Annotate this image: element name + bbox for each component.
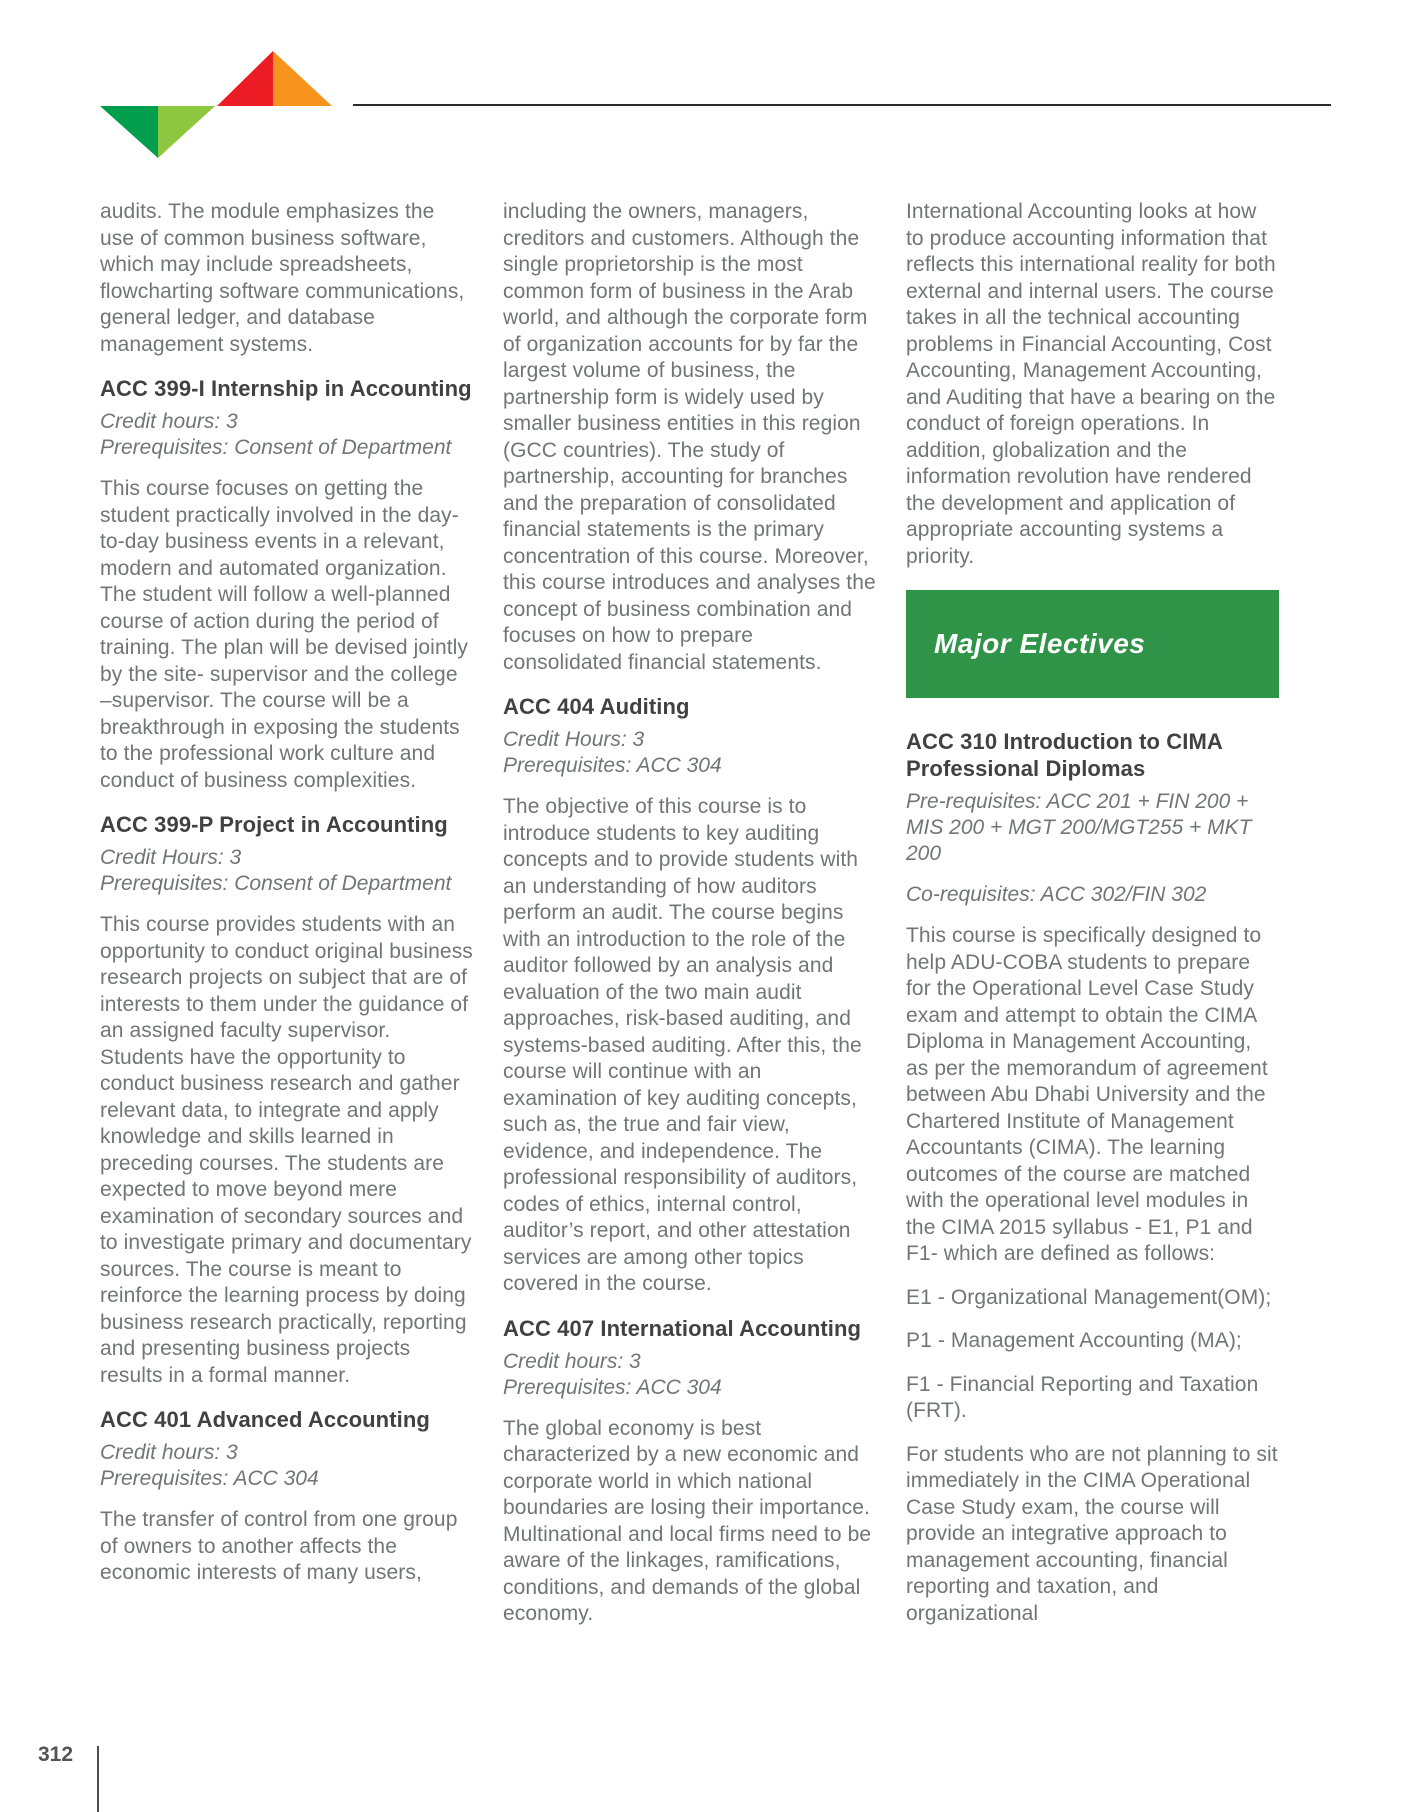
course-paragraph: E1 - Organizational Management(OM); <box>906 1285 1272 1309</box>
university-logo <box>95 45 335 160</box>
logo-triangle-red <box>217 51 273 106</box>
course-meta: Pre-requisites: ACC 201 + FIN 200 + MIS 200 + MGT 200/MGT255 + MKT 200 <box>906 790 1252 865</box>
course-paragraph: The transfer of control from one group of owners to another affects the economic interests of many users, <box>100 1508 458 1584</box>
course-meta: Credit Hours: 3 Prerequisites: Consent of Department <box>100 846 452 895</box>
course-paragraph: This course is specifically designed to help ADU-COBA students to prepare for the Operational Level Case Study exam and attempt to obtain the CIMA Diploma in Management Accounting, as per the memorandum of agreement between Abu Dhabi University and the Chartered Institute of Management Accountants (CIMA). The learning outcomes of the course are matched with the operational level modules in the CIMA 2015 syllabus - E1, P1 and F1- which are defined as follows: <box>906 924 1268 1265</box>
course-paragraph: International Accounting looks at how to produce accounting information that reflects this international reality for both external and internal users. The course takes in all the technical accounting problems in Financial Accounting, Cost Accounting, Management Accounting, and Auditing that have a bearing on the conduct of foreign operations. In addition, globalization and the information revolution have rendered the development and application of appropriate accounting systems a priority. <box>906 200 1276 568</box>
course-meta: Credit hours: 3 Prerequisites: Consent of Department <box>100 410 452 459</box>
course-paragraph: The objective of this course is to introduce students to key auditing concepts and to provide students with an understanding of how auditors perform an audit. The course begins with an introduction to the role of the auditor followed by an analysis and evaluation of the two main audit approaches, risk-based auditing, and systems-based auditing. After this, the course will continue with an examination of key auditing concepts, such as, the true and fair view, evidence, and independence. The professional responsibility of auditors, codes of ethics, internal control, auditor’s report, and other attestation services are among other topics covered in the course. <box>503 795 862 1295</box>
header-rule <box>353 104 1331 106</box>
logo-triangle-dark-green <box>100 106 158 158</box>
major-electives-label: Major Electives <box>934 628 1146 659</box>
course-meta: Credit Hours: 3 Prerequisites: ACC 304 <box>503 728 722 777</box>
page-number: 312 <box>38 1743 74 1766</box>
column-2 <box>503 199 876 1645</box>
logo-triangle-orange <box>273 51 332 106</box>
course-heading: ACC 310 Introduction to CIMA Professional Diplomas <box>906 729 1223 781</box>
column-3 <box>906 199 1279 1644</box>
column-1 <box>100 199 473 1604</box>
course-paragraph: P1 - Management Accounting (MA); <box>906 1329 1242 1352</box>
course-meta: Credit hours: 3 Prerequisites: ACC 304 <box>100 1441 319 1490</box>
footer-divider <box>97 1746 99 1812</box>
course-paragraph: The global economy is best characterized by a new economic and corporate world in which national boundaries are losing their importance. Multinational and local firms need to be aware of the linkages, ramifications, conditions, and demands of the global economy. <box>503 1416 872 1625</box>
page-content <box>100 199 1280 1645</box>
logo-triangle-light-green <box>158 106 215 158</box>
course-paragraph: This course focuses on getting the student practically involved in the day-to-day business events in a relevant, modern and automated organization. The student will follow a well-planned course of action during the period of training. The plan will be devised jointly by the site- supervisor and the college –supervisor. The course will be a breakthrough in exposing the students to the professional work culture and conduct of business complexities. <box>100 477 469 792</box>
course-heading: ACC 399-I Internship in Accounting <box>100 376 472 401</box>
course-paragraph: including the owners, managers, creditors and customers. Although the single proprietorship is the most common form of business in the Arab world, and although the corporate form of organization accounts for by far the largest volume of business, the partnership form is widely used by smaller business entities in this region (GCC countries). The study of partnership, accounting for branches and the preparation of consolidated financial statements is the primary concentration of this course. Moreover, this course introduces and analyses the concept of business combination and focuses on how to prepare consolidated financial statements. <box>503 200 876 674</box>
course-heading: ACC 407 International Accounting <box>503 1315 862 1341</box>
course-paragraph: For students who are not planning to sit immediately in the CIMA Operational Case Study exam, the course will provide an integrative approach to management accounting, financial reporting and taxation, and organizational <box>906 1442 1278 1625</box>
major-electives-banner <box>906 590 1279 698</box>
course-heading: ACC 401 Advanced Accounting <box>100 1407 430 1432</box>
course-paragraph: F1 - Financial Reporting and Taxation (FRT). <box>906 1372 1259 1422</box>
course-meta: Co-requisites: ACC 302/FIN 302 <box>906 883 1207 906</box>
course-heading: ACC 399-P Project in Accounting <box>100 812 448 837</box>
course-meta: Credit hours: 3 Prerequisites: ACC 304 <box>503 1349 722 1399</box>
course-paragraph: This course provides students with an opportunity to conduct original business research projects on subject that are of interests to them under the guidance of an assigned faculty supervisor. Students have the opportunity to conduct business research and gather relevant data, to integrate and apply knowledge and skills learned in preceding courses. The students are expected to move beyond mere examination of secondary sources and to investigate primary and documentary sources. The course is meant to reinforce the learning process by doing business research practically, reporting and presenting business projects results in a formal manner. <box>100 913 473 1387</box>
course-paragraph: audits. The module emphasizes the use of common business software, which may include spreadsheets, flowcharting software communications, general ledger, and database management systems. <box>100 200 465 356</box>
course-heading: ACC 404 Auditing <box>503 694 690 719</box>
